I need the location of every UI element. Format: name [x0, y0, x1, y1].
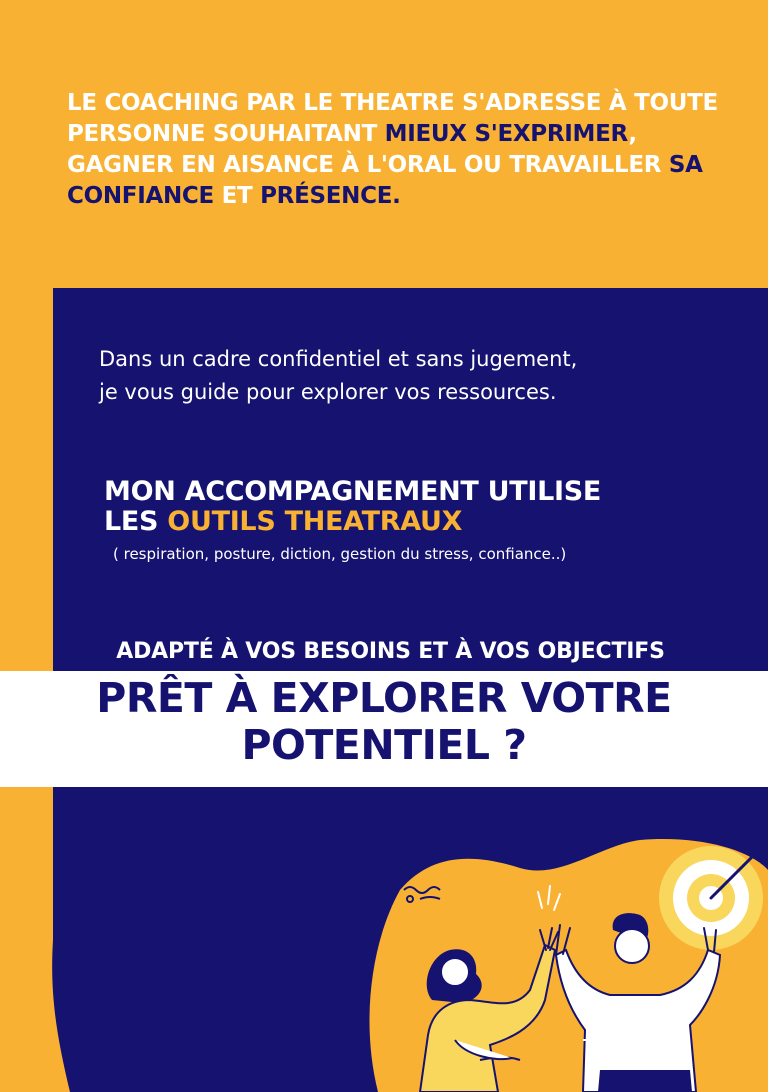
- intro-text: [67, 88, 727, 212]
- illustration: [0, 787, 768, 1092]
- accompaniment-line-2: [104, 507, 724, 537]
- accompaniment-heading: [104, 477, 724, 537]
- adapted-text: ADAPTÉ À VOS BESOINS ET À VOS OBJECTIFS: [116, 639, 665, 664]
- intro-part-3: ET: [213, 183, 261, 209]
- intro-highlight-confidence: SA CONFIANCE: [67, 152, 703, 209]
- intro-highlight-express: MIEUX S'EXPRIMER: [384, 121, 629, 147]
- tools-list: ( respiration, posture, diction, gestion du stress, confiance..): [113, 545, 567, 563]
- accompaniment-prefix: LES: [104, 506, 168, 537]
- body-line-2: je vous guide pour explorer vos ressources.: [99, 380, 557, 404]
- headline-line-1: PRÊT À EXPLORER VOTRE: [96, 674, 672, 722]
- accompaniment-line-1: MON ACCOMPAGNEMENT UTILISE: [104, 476, 602, 507]
- accompaniment-highlight: OUTILS THEATRAUX: [167, 506, 463, 537]
- intro-part-2: , GAGNER EN AISANCE À L'ORAL OU TRAVAILLER: [67, 121, 669, 178]
- intro-part-1: LE COACHING PAR LE THEATRE S'ADRESSE À TOUTE PERSONNE SOUHAITANT: [67, 90, 718, 147]
- headline-line-2: POTENTIEL ?: [241, 721, 527, 769]
- body-line-1: Dans un cadre confidentiel et sans jugement,: [99, 347, 578, 371]
- intro-highlight-presence: PRÉSENCE.: [260, 183, 401, 209]
- headline: [0, 675, 768, 769]
- body-paragraph: [99, 343, 719, 409]
